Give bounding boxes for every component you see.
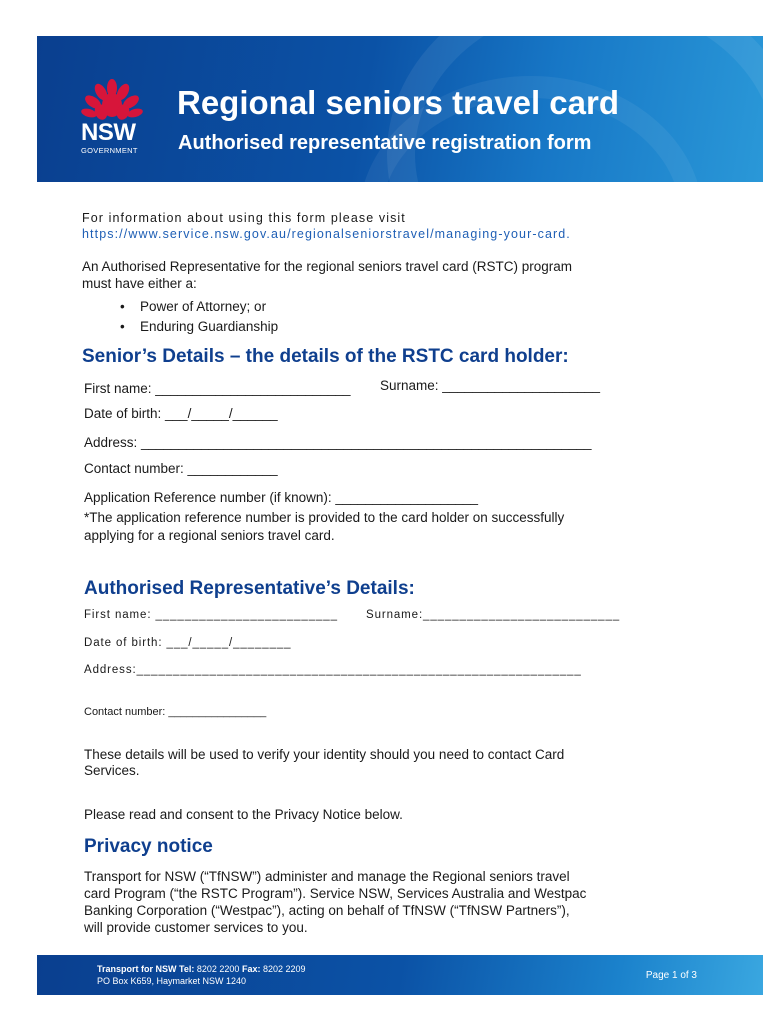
application-reference-field[interactable]: Application Reference number (if known): ___________________ — [84, 490, 479, 505]
privacy-line4: will provide customer services to you. — [84, 920, 308, 935]
senior-first-name-field[interactable]: First name: __________________________ — [84, 381, 351, 396]
rep-first-name-field[interactable]: First name: _________________________ — [84, 609, 338, 621]
page-number: Page 1 of 3 — [645, 970, 697, 981]
footer-fax-label: Fax: — [241, 964, 261, 974]
reference-note-line1: *The application reference number is provided to the card holder on successfully — [84, 510, 565, 525]
footer-org: Transport for NSW — [97, 964, 177, 974]
rep-address-field[interactable]: Address:_____________________________________________________________ — [84, 664, 582, 676]
privacy-line1: Transport for NSW (“TfNSW”) administer and manage the Regional seniors travel — [84, 869, 570, 884]
nsw-government-logo — [81, 78, 151, 155]
page-subtitle: Authorised representative registration form — [178, 132, 592, 154]
requirement-list — [120, 297, 278, 337]
rep-details-heading: Authorised Representative’s Details: — [84, 578, 415, 599]
senior-details-heading: Senior’s Details – the details of the RSTC card holder: — [82, 346, 569, 367]
waratah-icon — [81, 78, 143, 124]
rep-requirement-line1: An Authorised Representative for the regional seniors travel card (RSTC) program — [82, 259, 572, 274]
footer-fax: 8202 2209 — [262, 964, 306, 974]
footer-tel: 8202 2200 — [196, 964, 240, 974]
page-title: Regional seniors travel card — [177, 84, 620, 121]
footer-banner — [37, 955, 763, 995]
rep-dob-field[interactable]: Date of birth: ___/_____/________ — [84, 637, 292, 649]
list-item: • Power of Attorney; or — [120, 297, 278, 317]
privacy-notice-heading: Privacy notice — [84, 836, 213, 857]
info-line: For information about using this form please visit — [82, 211, 406, 225]
rep-requirement-line2: must have either a: — [82, 276, 197, 291]
verify-line2: Services. — [84, 763, 140, 778]
senior-surname-field[interactable]: Surname: _____________________ — [380, 378, 600, 393]
logo-nsw-text: NSW — [81, 119, 136, 146]
verify-line1: These details will be used to verify your identity should you need to contact Card — [84, 747, 565, 762]
logo-government-text: GOVERNMENT — [81, 146, 138, 155]
rep-contact-field[interactable]: Contact number: ________________ — [84, 706, 267, 718]
senior-address-field[interactable]: Address: ____________________________________________________________ — [84, 435, 592, 450]
senior-contact-field[interactable]: Contact number: ____________ — [84, 461, 278, 476]
footer-address: PO Box K659, Haymarket NSW 1240 — [97, 976, 247, 986]
footer-tel-label: Tel: — [179, 964, 195, 974]
privacy-line2: card Program (“the RSTC Program”). Service NSW, Services Australia and Westpac — [84, 886, 587, 901]
rep-surname-field[interactable]: Surname:___________________________ — [366, 609, 621, 621]
reference-note-line2: applying for a regional seniors travel card. — [84, 528, 335, 543]
list-item: • Enduring Guardianship — [120, 317, 278, 337]
senior-dob-field[interactable]: Date of birth: ___/_____/______ — [84, 406, 278, 421]
managing-card-link[interactable]: https://www.service.nsw.gov.au/regionalseniorstravel/managing-your-card. — [82, 227, 571, 241]
header-banner — [37, 36, 763, 182]
footer-contact — [97, 964, 306, 974]
privacy-line3: Banking Corporation (“Westpac”), acting on behalf of TfNSW (“TfNSW Partners”), — [84, 903, 570, 918]
consent-line: Please read and consent to the Privacy Notice below. — [84, 807, 403, 822]
